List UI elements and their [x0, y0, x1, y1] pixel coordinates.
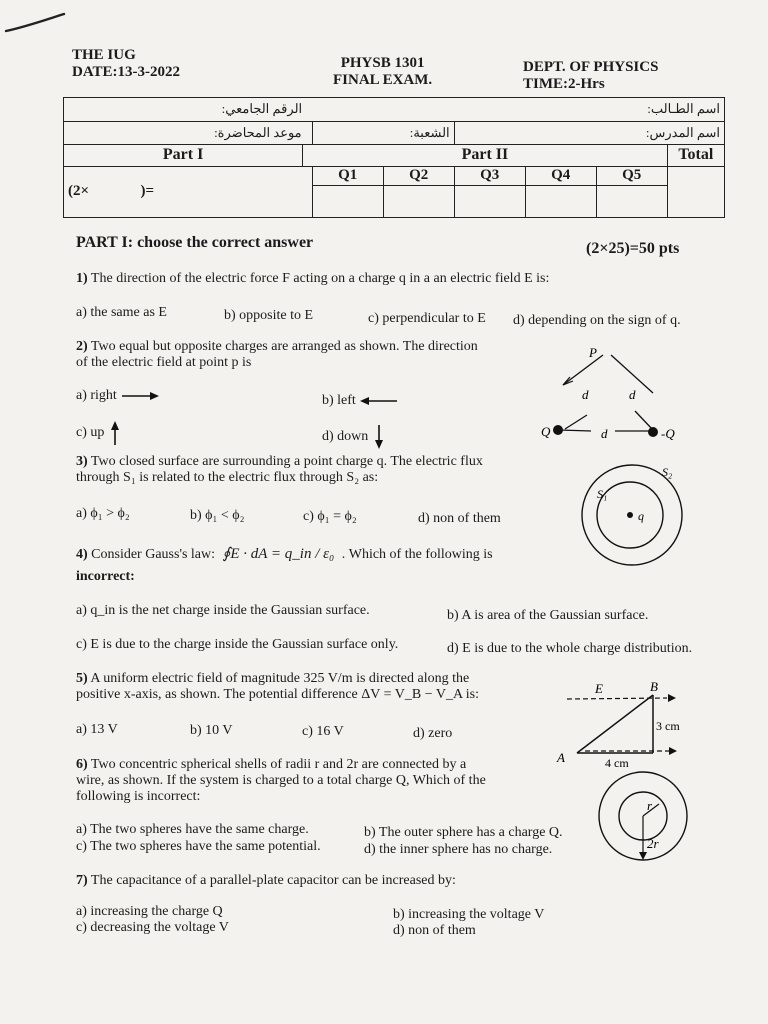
q5-option-c[interactable]: c) 16 V — [302, 724, 344, 739]
q6-text: 6) Two concentric spherical shells of radii r and 2r are connected by a wire, as shown. If the system is charged to a total charge Q, Which of the following is incorrect: — [76, 757, 486, 804]
concentric-shells-figure — [595, 770, 695, 860]
q5-text: 5) A uniform electric field of magnitude 325 V/m is directed along the positive x-axis, as shown. The potential difference ΔV = V_B − V_A is: — [76, 671, 480, 702]
student-name-label: اسم الطـالب: — [647, 101, 720, 117]
q4-option-c[interactable]: c) E is due to the charge inside the Gaussian surface only. — [76, 637, 399, 652]
pen-mark — [0, 5, 70, 35]
fig-d-bottom: d — [601, 426, 608, 441]
q2-header: Q2 — [383, 166, 454, 185]
potential-triangle-figure — [555, 678, 695, 773]
q1-option-d[interactable]: d) depending on the sign of q. — [513, 313, 681, 328]
fig-height-label: 3 cm — [656, 719, 680, 733]
q1-text: 1) The direction of the electric force F acting on a charge q in a an electric field E is: — [76, 271, 550, 286]
q3-option-d[interactable]: d) non of them — [418, 511, 501, 526]
exam-title: FINAL EXAM. — [333, 72, 433, 88]
dipole-triangle-figure — [535, 345, 695, 445]
q2-option-d[interactable]: d) down — [322, 424, 386, 450]
gauss-law-equation: ∮E · dA = q_in / ε₀ — [222, 546, 335, 562]
q2-text: 2) Two equal but opposite charges are arranged as shown. The direction of the electric field at point p is — [76, 339, 478, 370]
course-code: PHYSB 1301 — [340, 55, 425, 71]
header-left — [72, 47, 180, 81]
gaussian-surfaces-figure — [580, 460, 690, 570]
q6-option-b[interactable]: b) The outer sphere has a charge Q. — [364, 825, 563, 840]
q4-text: 4) Consider Gauss's law: ∮E · dA = q_in / ε₀ . Which of the following is — [76, 546, 493, 562]
student-info-table — [63, 97, 725, 218]
part2-header: Part II — [303, 145, 668, 166]
q3-score-cell — [454, 185, 525, 217]
lecture-time-label: موعد المحاضرة: — [214, 124, 302, 140]
q4-option-a[interactable]: a) q_in is the net charge inside the Gaussian surface. — [76, 603, 370, 618]
fig-2r-label: 2r — [647, 836, 659, 851]
student-id-label: الرقم الجامعي: — [221, 101, 303, 117]
arrow-up-icon — [108, 420, 122, 446]
q5-option-b[interactable]: b) 10 V — [190, 723, 233, 738]
fig-width-label: 4 cm — [605, 756, 629, 770]
section-label: الشعبة: — [409, 124, 450, 140]
part1-header: Part I — [64, 145, 303, 166]
exam-duration: TIME:2-Hrs — [523, 76, 605, 92]
q3-option-b[interactable]: b) ϕ₁ < ϕ₂ — [190, 508, 245, 523]
fig-r-label: r — [647, 798, 653, 813]
q2-option-c[interactable]: c) up — [76, 420, 122, 446]
arrow-right-icon — [120, 390, 160, 402]
total-header: Total — [667, 145, 724, 166]
fig-d-right: d — [629, 387, 636, 402]
q3-option-a[interactable]: a) ϕ₁ > ϕ₂ — [76, 506, 130, 521]
fig-e-label: E — [595, 681, 603, 696]
q3-text: 3) Two closed surface are surrounding a point charge q. The electric flux through S₁ is related to the electric flux through S₂ as: — [76, 454, 483, 485]
part1-title: PART I: choose the correct answer — [76, 234, 314, 251]
header-right — [523, 59, 658, 93]
q6-option-c[interactable]: c) The two spheres have the same potential. — [76, 839, 321, 854]
fig-b-label: B — [650, 679, 658, 694]
q4-option-d[interactable]: d) E is due to the whole charge distribution. — [447, 641, 693, 656]
q1-option-a[interactable]: a) the same as E — [76, 305, 167, 320]
arrow-down-icon — [372, 424, 386, 450]
q5-option-a[interactable]: a) 13 V — [76, 722, 118, 737]
q1-option-c[interactable]: c) perpendicular to E — [368, 311, 486, 326]
q4-incorrect-label: incorrect: — [76, 569, 135, 584]
q5-header: Q5 — [596, 166, 667, 185]
total-score-cell — [667, 166, 724, 217]
q7-option-b[interactable]: b) increasing the voltage V — [393, 907, 545, 922]
q3-header: Q3 — [454, 166, 525, 185]
q6-option-a[interactable]: a) The two spheres have the same charge. — [76, 822, 309, 837]
q3-option-c[interactable]: c) ϕ₁ = ϕ₂ — [303, 509, 357, 524]
q1-score-cell — [312, 185, 383, 217]
q2-score-cell — [383, 185, 454, 217]
fig-charge-q: Q — [541, 424, 551, 439]
header-center — [333, 55, 432, 89]
university-label: THE IUG — [72, 47, 136, 63]
q6-option-d[interactable]: d) the inner sphere has no charge. — [364, 842, 553, 857]
part1-points: (2×25)=50 pts — [586, 240, 680, 257]
fig-a-label: A — [557, 750, 565, 765]
part1-score-cell: (2× )= — [64, 166, 303, 217]
q5-score-cell — [596, 185, 667, 217]
q1-option-b[interactable]: b) opposite to E — [224, 308, 314, 323]
q7-option-d[interactable]: d) non of them — [393, 923, 476, 938]
teacher-name-label: اسم المدرس: — [645, 124, 720, 140]
q2-option-a[interactable]: a) right — [76, 388, 160, 404]
fig-q-label: q — [638, 509, 644, 523]
arrow-left-icon — [359, 395, 399, 407]
fig-p-label: P — [589, 345, 597, 360]
exam-date: DATE:13-3-2022 — [72, 64, 181, 80]
q7-option-a[interactable]: a) increasing the charge Q — [76, 904, 223, 919]
q4-score-cell — [525, 185, 596, 217]
q7-text: 7) The capacitance of a parallel-plate capacitor can be increased by: — [76, 873, 456, 888]
fig-s2-label: S₂ — [662, 465, 673, 479]
q4-option-b[interactable]: b) A is area of the Gaussian surface. — [447, 608, 649, 623]
fig-charge-neg-q: -Q — [661, 426, 675, 441]
fig-d-left: d — [582, 387, 589, 402]
q2-option-b[interactable]: b) left — [322, 393, 399, 409]
fig-s1-label: S₁ — [597, 487, 608, 501]
q4-header: Q4 — [525, 166, 596, 185]
q7-option-c[interactable]: c) decreasing the voltage V — [76, 920, 229, 935]
q5-option-d[interactable]: d) zero — [413, 726, 453, 741]
department: DEPT. OF PHYSICS — [523, 59, 659, 75]
q1-header: Q1 — [312, 166, 383, 185]
